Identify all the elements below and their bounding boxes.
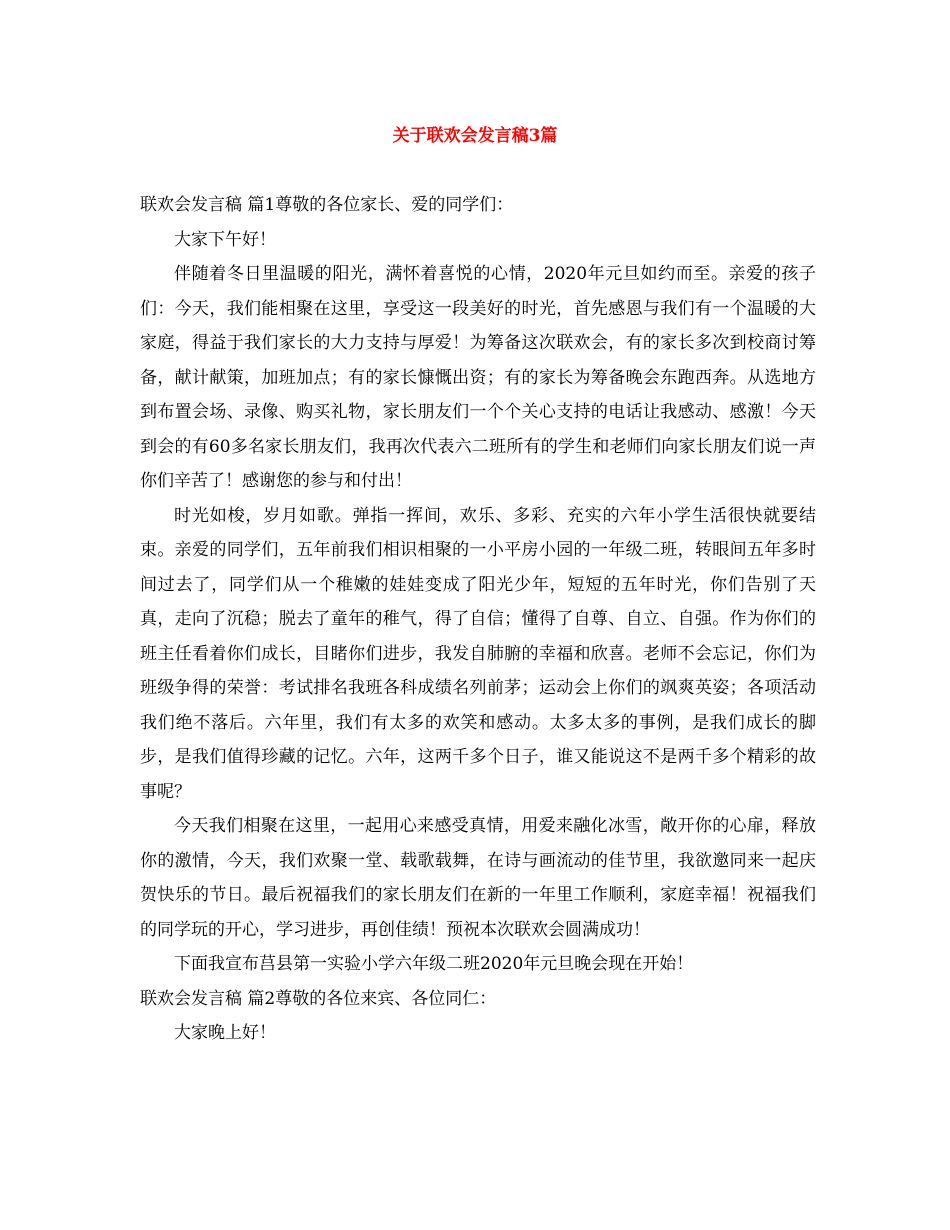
- paragraph: 联欢会发言稿 篇2尊敬的各位来宾、各位同仁：: [140, 988, 497, 1009]
- paragraph: 下面我宣布莒县第一实验小学六年级二班2020年元旦晚会现在开始！: [174, 954, 694, 974]
- page-title: 关于联欢会发言稿3篇: [392, 126, 558, 146]
- paragraph: 大家下午好！: [174, 229, 276, 250]
- paragraph: 时光如梭，岁月如歌。弹指一挥间，欢乐、多彩、充实的六年小学生活很快就要结束。亲爱的同学们，五年前我们相识相聚的一小平房小园的一年级二班，转眼间五年多时间过去了，同学们从一个稚嫩的娃娃变成了阳光少年，短短的五年时光，你们告别了天真，走向了沉稳；脱去了童年的稚气，得了自信；懂得了自尊、自立、自强。作为你们的班主任看着你们成长，目睹你们进步，我发自肺腑的幸福和欣喜。老师不会忘记，你们为班级争得的荣誉：考试排名我班各科成绩名列前茅；运动会上你们的飒爽英姿；各项活动我们绝不落后。六年里，我们有太多的欢笑和感动。太多太多的事例，是我们成长的脚步，是我们值得珍藏的记忆。六年，这两千多个日子，谁又能说这不是两千多个精彩的故事呢？: [140, 505, 816, 802]
- document-body: [140, 188, 816, 1051]
- paragraph: 今天我们相聚在这里，一起用心来感受真情，用爱来融化冰雪，敞开你的心扉，释放你的激情，今天，我们欢聚一堂、载歌载舞，在诗与画流动的佳节里，我欲邀同来一起庆贺快乐的节日。最后祝福我们的家长朋友们在新的一年里工作顺利，家庭幸福！祝福我们的同学玩的开心，学习进步，再创佳绩！预祝本次联欢会圆满成功！: [140, 816, 816, 940]
- paragraph: 大家晚上好！: [174, 1023, 276, 1043]
- paragraph: 联欢会发言稿 篇1尊敬的各位家长、爱的同学们：: [140, 195, 514, 215]
- paragraph: 伴随着冬日里温暖的阳光，满怀着喜悦的心情，2020年元旦如约而至。亲爱的孩子们：今天，我们能相聚在这里，享受这一段美好的时光，首先感恩与我们有一个温暖的大家庭，得益于我们家长的大力支持与厚爱！为筹备这次联欢会，有的家长多次到校商讨筹备，献计献策，加班加点；有的家长慷慨出资；有的家长为筹备晚会东跑西奔。从选地方到布置会场、录像、购买礼物，家长朋友们一个个关心支持的电话让我感动、感激！今天到会的有60多名家长朋友们，我再次代表六二班所有的学生和老师们向家长朋友们说一声你们辛苦了！感谢您的参与和付出！: [140, 264, 816, 491]
